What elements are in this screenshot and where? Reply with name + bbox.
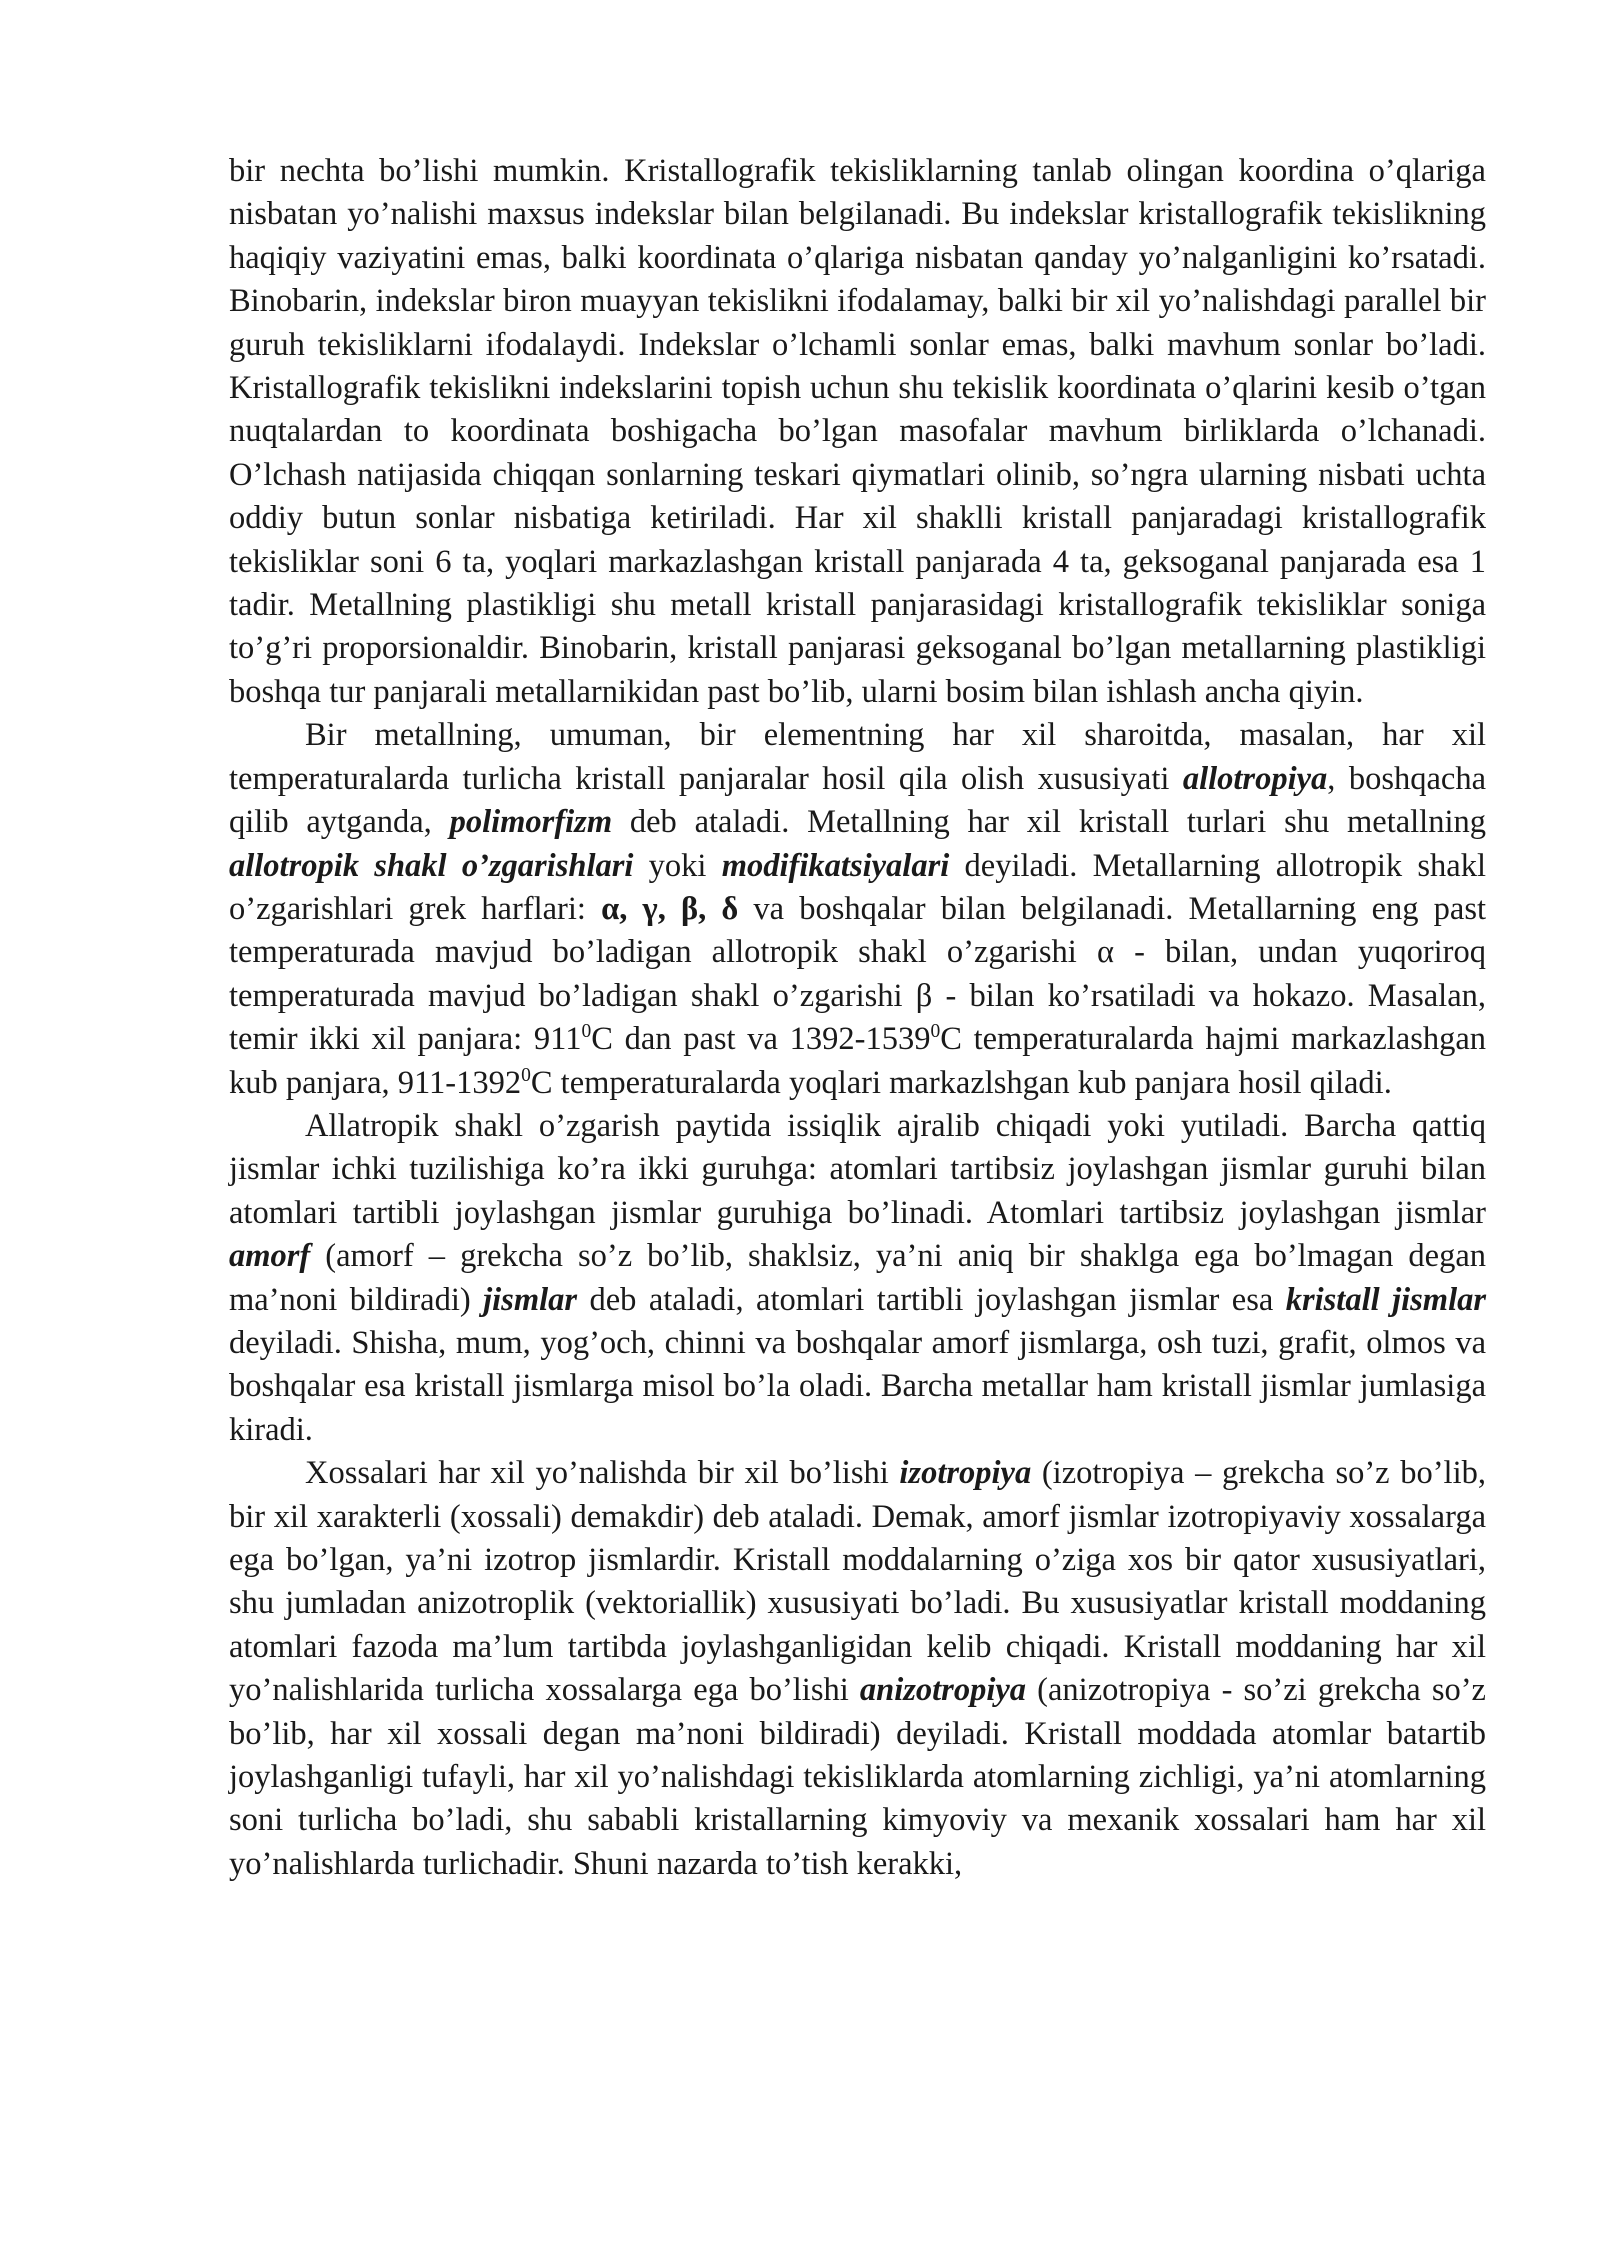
paragraph-3-text: (amorf – grekcha so’z bo’lib, shaklsiz, ya’ni aniq bir shaklga ega bo’lmagan degan ma’noni bildiradi) xyxy=(229,1238,1486,1318)
term-allotropik-shakl: allotropik shakl o’zgarishlari xyxy=(229,847,634,884)
paragraph-3 xyxy=(229,1105,1486,1452)
paragraph-3-text: Allatropik shakl o’zgarish paytida issiqlik ajralib chiqadi yoki yutiladi. Barcha qattiq jismlar ichki tuzilishiga ko’ra ikki guruhga: atomlari tartibsiz joylashgan jismlar guruhi bilan atomlari tartibli joylashgan jismlar guruhiga bo’linadi. Atomlari tartibsiz joylashgan jismlar xyxy=(229,1107,1486,1231)
paragraph-3-text: deyiladi. Shisha, mum, yog’och, chinni va boshqalar amorf jismlarga, osh tuzi, grafit, olmos va boshqalar esa kristall jismlarga misol bo’la oladi. Barcha metallar ham kristall jismlar jumlasiga kiradi. xyxy=(229,1324,1486,1448)
paragraph-2-text: C temperaturalarda hajmi markazlashgan kub panjara, 911-1392 xyxy=(229,1021,1487,1101)
paragraph-2-text: , boshqacha qilib aytganda, xyxy=(229,760,1486,841)
term-modifikatsiyalari: modifikatsiyalari xyxy=(721,847,950,884)
term-polimorfizm: polimorfizm xyxy=(449,804,613,841)
term-kristall-jismlar: kristall jismlar xyxy=(1285,1281,1487,1318)
term-amorf: amorf xyxy=(229,1238,311,1275)
document-page xyxy=(229,150,1486,1886)
term-allotropiya: allotropiya xyxy=(1182,760,1328,797)
paragraph-4 xyxy=(229,1452,1486,1886)
term-izotropiya: izotropiya xyxy=(899,1455,1032,1492)
paragraph-3-text: deb ataladi, atomlari tartibli joylashgan jismlar esa xyxy=(577,1281,1286,1318)
paragraph-2-text: Bir metallning, umuman, bir elementning har xil sharoitda, masalan, har xil temperaturalarda turlicha kristall panjaralar hosil qila olish xususiyati xyxy=(229,717,1486,797)
paragraph-4-text: Xossalari har xil yo’nalishda bir xil bo’lishi xyxy=(305,1455,900,1492)
term-anizotropiya: anizotropiya xyxy=(859,1672,1027,1709)
degree-superscript: 0 xyxy=(521,1064,531,1086)
degree-superscript: 0 xyxy=(581,1021,592,1043)
paragraph-2-text: C temperaturalarda yoqlari markazlshgan kub panjara hosil qiladi. xyxy=(530,1064,1392,1101)
term-jismlar: jismlar xyxy=(483,1281,578,1318)
paragraph-2-text: va boshqalar bilan belgilanadi. Metallarning eng past temperaturada mavjud bo’ladigan allotropik shakl o’zgarishi α - bilan, undan yuqoriroq temperaturada mavjud bo’ladigan shakl o’zgarishi β - bilan ko’rsatiladi va hokazo. Masalan, temir ikki xil panjara: 911 xyxy=(229,890,1486,1058)
paragraph-1-text: bir nechta bo’lishi mumkin. Kristallografik tekisliklarning tanlab olingan koordina o’qlariga nisbatan yo’nalishi maxsus indekslar bilan belgilanadi. Bu indekslar kristallografik tekislikning haqiqiy vaziyatini emas, balki koordinata o’qlariga nisbatan qanday yo’nalganligini ko’rsatadi. Binobarin, indekslar biron muayyan tekislikni ifodalamay, balki bir xil yo’nalishdagi parallel bir guruh tekisliklarni ifodalaydi. Indekslar o’lchamli sonlar emas, balki mavhum sonlar bo’ladi. Kristallografik tekislikni indekslarini topish uchun shu tekislik koordinata o’qlarini kesib o’tgan nuqtalardan to koordinata boshigacha bo’lgan masofalar mavhum birliklarda o’lchanadi. O’lchash natijasida chiqqan sonlarning teskari qiymatlari olinib, so’ngra ularning nisbati uchta oddiy butun sonlar nisbatiga ketiriladi. Har xil shaklli kristall panjaradagi kristallografik tekisliklar soni 6 ta, yoqlari markazlashgan kristall panjarada 4 ta, geksoganal panjarada esa 1 tadir. Metallning plastikligi shu metall kristall panjarasidagi kristallografik tekisliklar soniga to’g’ri proporsionaldir. Binobarin, kristall panjarasi geksoganal bo’lgan metallarning plastikligi boshqa tur panjarali metallarnikidan past bo’lib, ularni bosim bilan ishlash ancha qiyin. xyxy=(229,153,1486,710)
paragraph-1 xyxy=(229,150,1486,714)
paragraph-2-text: C dan past va 1392-1539 xyxy=(591,1021,931,1058)
paragraph-2-text: deyiladi. Metallarning allotropik shakl o’zgarishlari grek harflari: xyxy=(229,847,1486,927)
greek-letters: α, γ, β, δ xyxy=(601,890,739,927)
paragraph-2 xyxy=(229,714,1486,1105)
paragraph-4-text: (izotropiya – grekcha so’z bo’lib, bir xil xarakterli (xossali) demakdir) deb ataladi. Demak, amorf jismlar izotropiyaviy xossalarga ega bo’lgan, ya’ni izotrop jismlardir. Kristall moddalarning o’ziga xos bir qator xususiyatlari, shu jumladan anizotroplik (vektoriallik) xususiyati bo’ladi. Bu xususiyatlar kristall moddaning atomlari fazoda ma’lum tartibda joylashganligidan kelib chiqadi. Kristall moddaning har xil yo’nalishlarida turlicha xossalarga ega bo’lishi xyxy=(229,1455,1486,1709)
paragraph-4-text: (anizotropiya - so’zi grekcha so’z bo’lib, har xil xossali degan ma’noni bildiradi) deyiladi. Kristall moddada atomlar batartib joylashganligi tufayli, har xil yo’nalishdagi tekisliklarda atomlarning zichligi, ya’ni atomlarning soni turlicha bo’ladi, shu sababli kristallarning kimyoviy va mexanik xossalari ham har xil yo’nalishlarda turlichadir. Shuni nazarda to’tish kerakki, xyxy=(229,1672,1486,1882)
paragraph-2-text: deb ataladi. Metallning har xil kristall turlari shu metallning xyxy=(612,804,1486,841)
degree-superscript: 0 xyxy=(930,1021,941,1043)
paragraph-2-text: yoki xyxy=(633,847,722,884)
